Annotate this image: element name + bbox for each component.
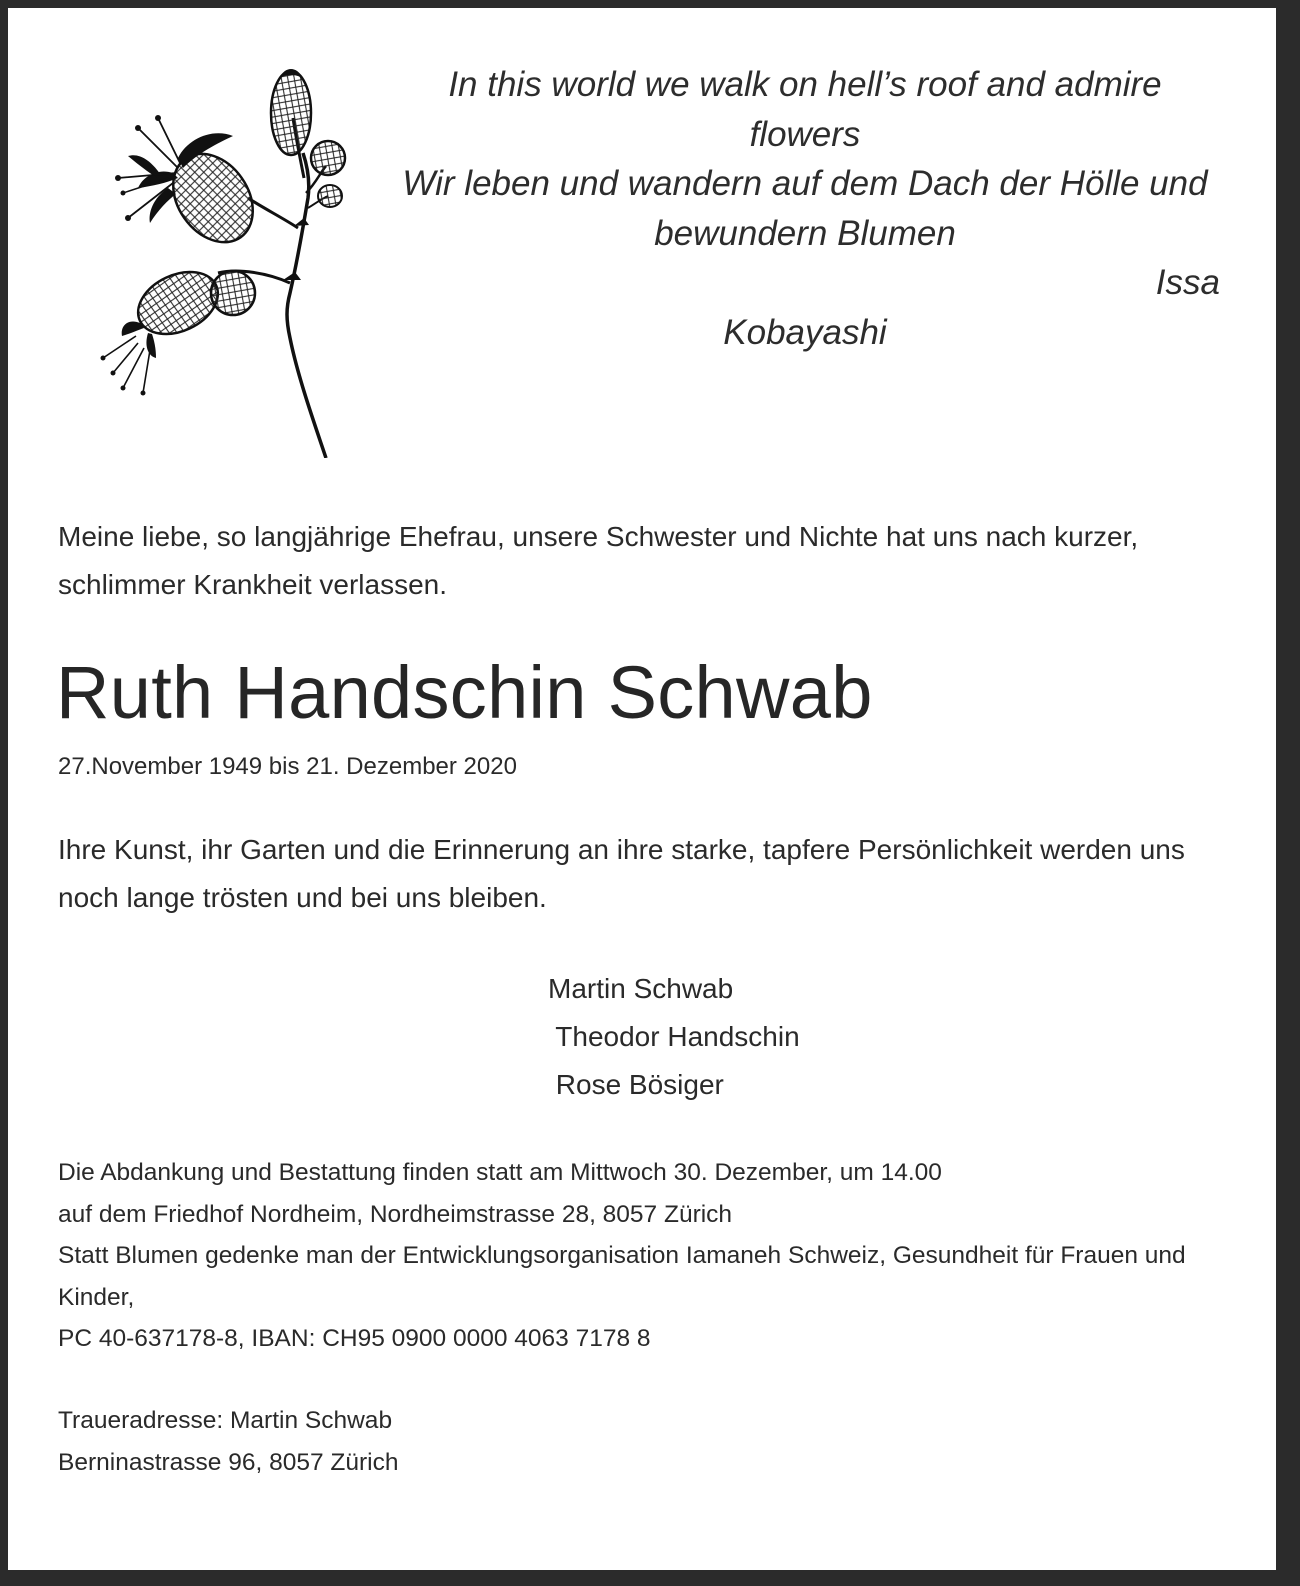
- quote-line: In this world we walk on hell’s roof and admire: [448, 65, 1162, 104]
- mourning-address: [58, 1400, 398, 1483]
- intro-paragraph: Meine liebe, so langjährige Ehefrau, unsere Schwester und Nichte hat uns nach kurzer, schlimmer Krankheit verlassen.: [58, 521, 1139, 600]
- tribute-paragraph: Ihre Kunst, ihr Garten und die Erinnerung an ihre starke, tapfere Persönlichkeit werden uns noch lange trösten und bei uns bleiben.: [58, 834, 1185, 913]
- epigraph-quote: [380, 60, 1230, 357]
- quote-line: flowers: [749, 114, 861, 154]
- flower-illustration-icon: [58, 58, 358, 458]
- mourner-name: Martin Schwab: [548, 973, 734, 1004]
- notice-line: auf dem Friedhof Nordheim, Nordheimstrasse 28, 8057 Zürich: [58, 1200, 733, 1228]
- mourner-name: Theodor Handschin: [548, 1021, 800, 1052]
- obituary-page: [8, 8, 1276, 1570]
- quote-line: bewundern Blumen: [654, 213, 956, 253]
- notice-line: Statt Blumen gedenke man der Entwicklungsorganisation Iamaneh Schweiz, Gesundheit für Frauen und Kinder,: [58, 1242, 1186, 1311]
- quote-author-first-name: Issa: [1155, 263, 1220, 302]
- address-line: Berninastrasse 96, 8057 Zürich: [58, 1448, 399, 1476]
- deceased-name: Ruth Handschin Schwab: [56, 651, 873, 734]
- mourners-list: [548, 965, 800, 1109]
- funeral-notice: [58, 1152, 1228, 1360]
- notice-line: PC 40-637178-8, IBAN: CH95 0900 0000 4063 7178 8: [58, 1325, 651, 1352]
- life-dates: 27.November 1949 bis 21. Dezember 2020: [58, 753, 517, 780]
- mourner-name: Rose Bösiger: [548, 1069, 724, 1100]
- notice-line: Die Abdankung und Bestattung finden statt am Mittwoch 30. Dezember, um 14.00: [58, 1159, 942, 1186]
- quote-line: Wir leben und wandern auf dem Dach der Hölle und: [402, 164, 1208, 203]
- quote-author-last-name: Kobayashi: [723, 312, 887, 352]
- address-line: Traueradresse: Martin Schwab: [58, 1407, 393, 1434]
